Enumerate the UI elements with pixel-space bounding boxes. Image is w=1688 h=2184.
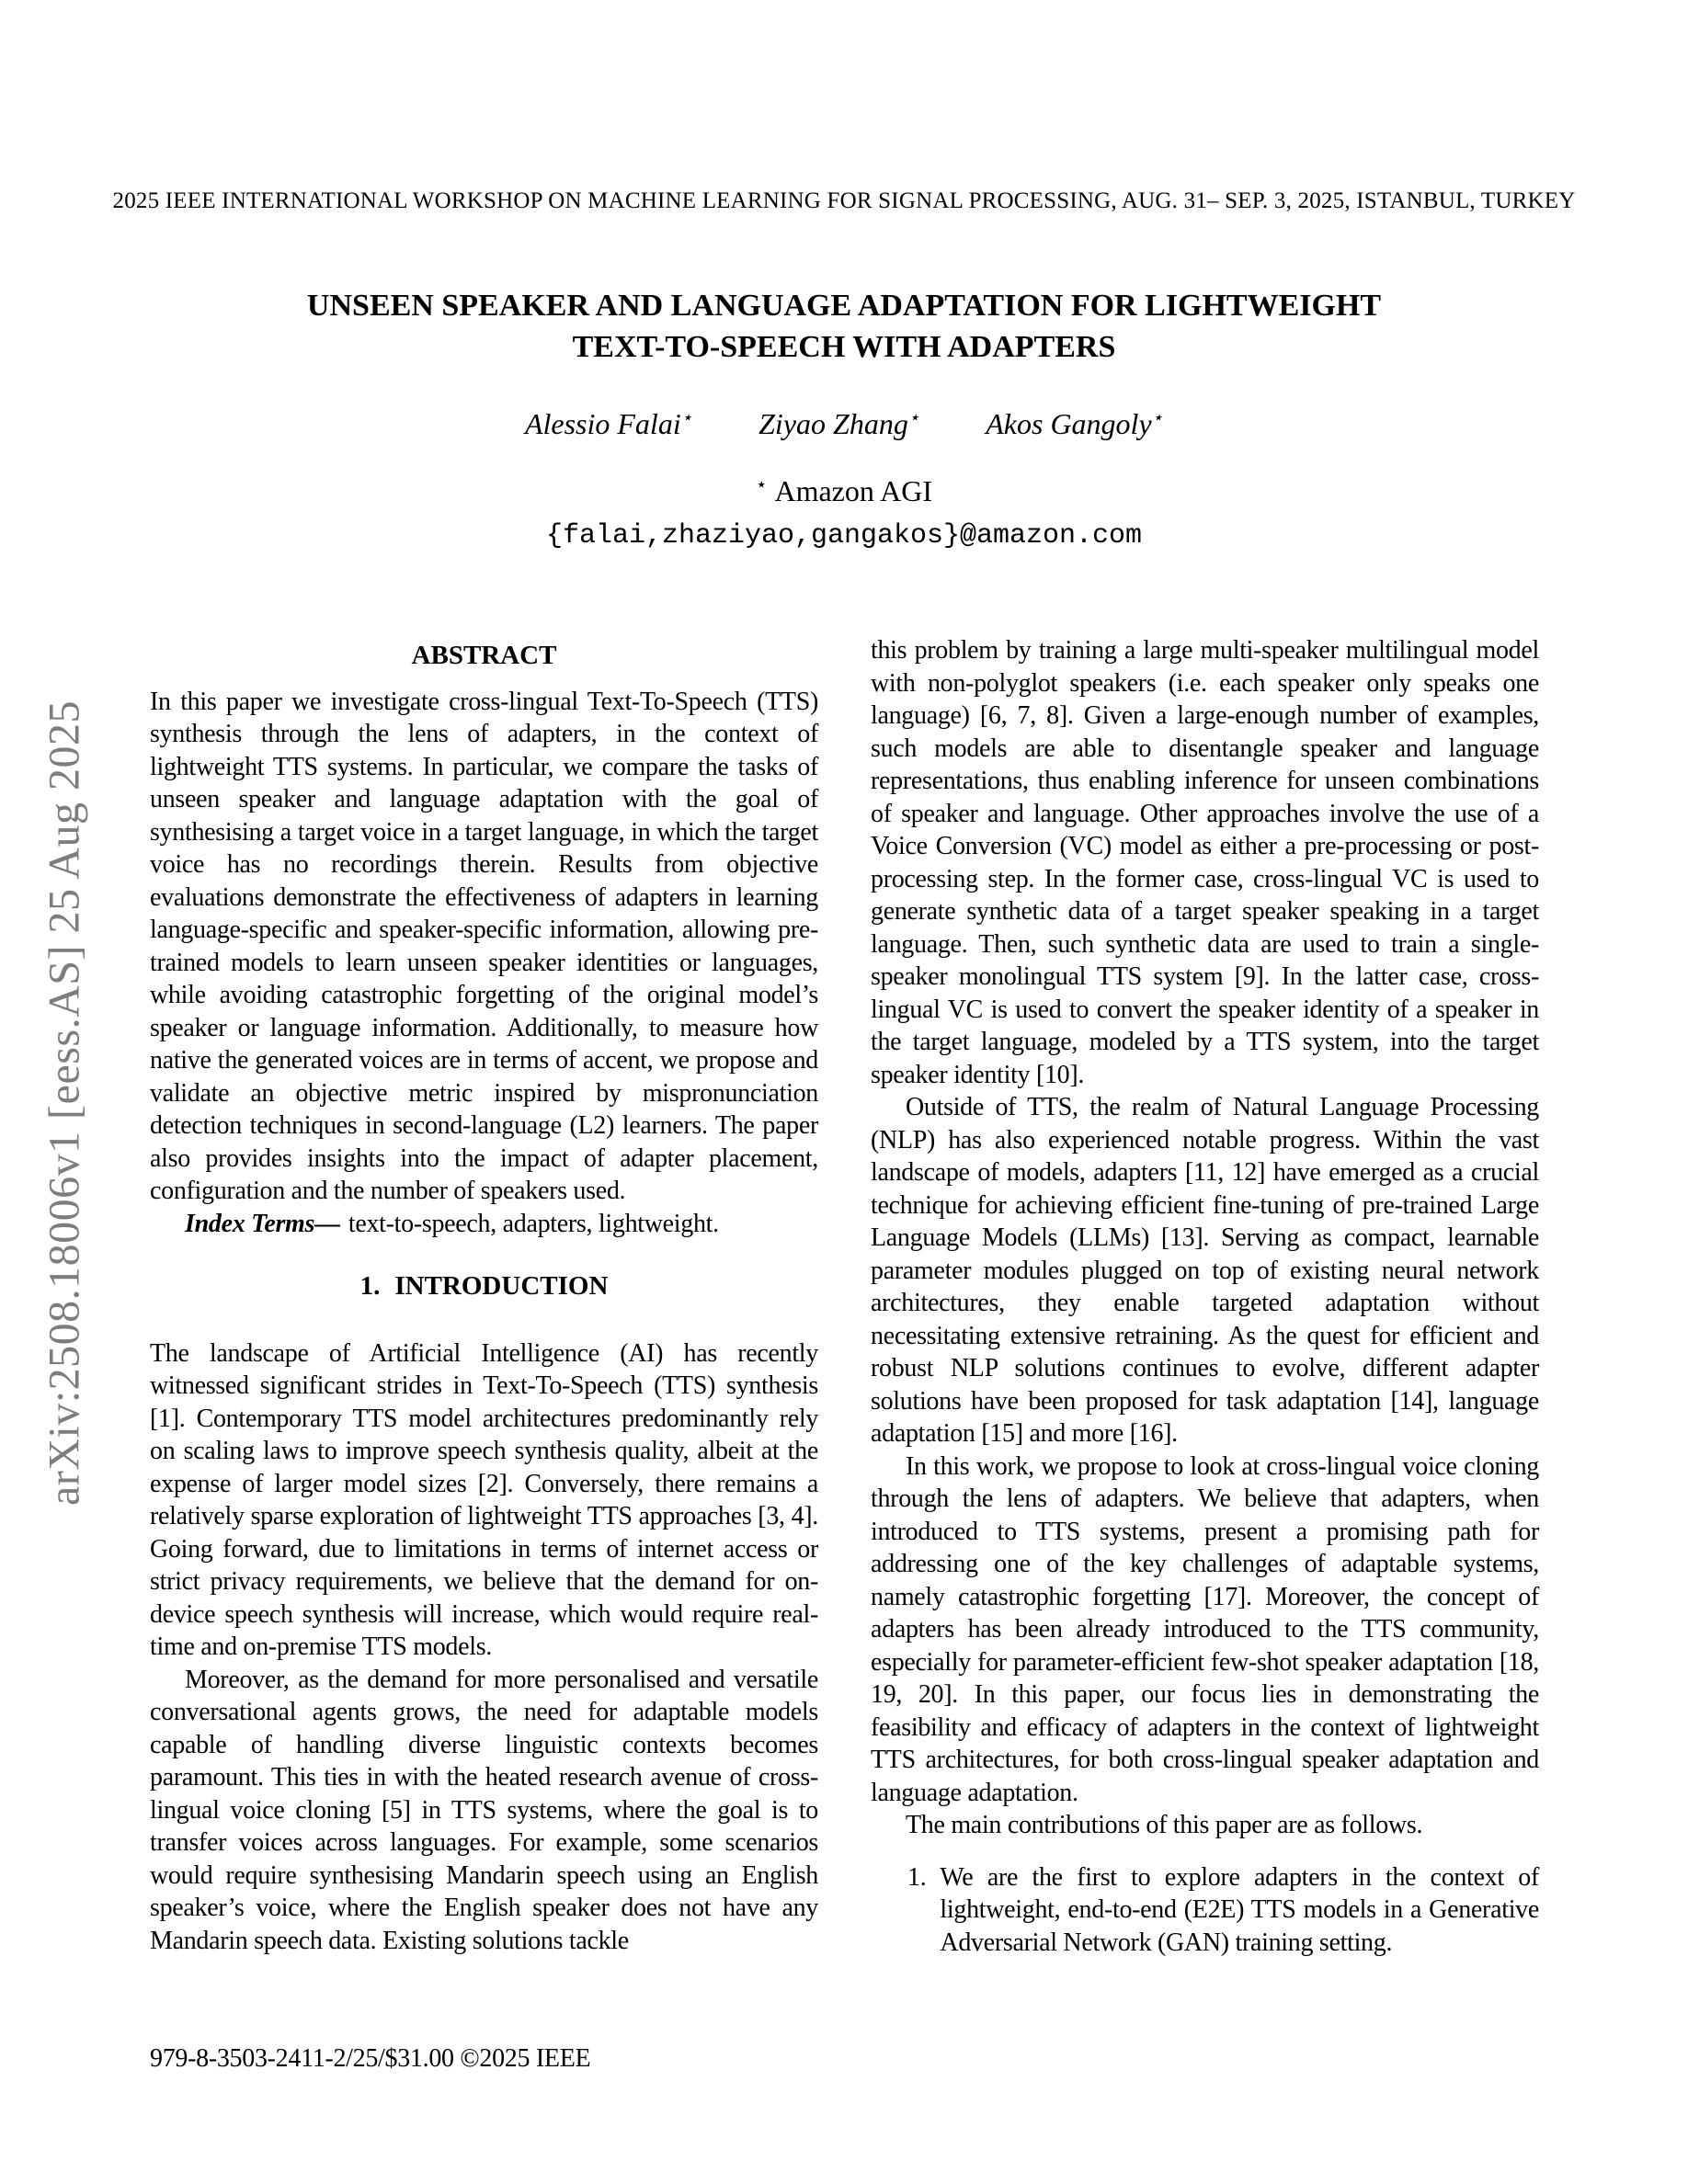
paper-title: UNSEEN SPEAKER AND LANGUAGE ADAPTATION FOR LIGHTWEIGHT TEXT-TO-SPEECH WITH ADAPTERS bbox=[306, 289, 1382, 364]
contributions-intro: The main contributions of this paper are as follows. bbox=[906, 1811, 1423, 1839]
section-heading-introduction bbox=[150, 1270, 818, 1303]
list-item-text: We are the first to explore adapters in the context of lightweight, end-to-end (E2E) TTS models in a Generative Adversarial Network (GAN) training setting. bbox=[940, 1862, 1539, 1957]
author-affiliation-mark: ⋆ bbox=[1151, 407, 1164, 428]
author-emails: {falai,zhaziyao,gangakos}@amazon.com bbox=[545, 520, 1143, 552]
author bbox=[525, 407, 692, 441]
copyright-footer: 979-8-3503-2411-2/25/$31.00 ©2025 IEEE bbox=[150, 2044, 591, 2073]
author-affiliation-mark: ⋆ bbox=[907, 407, 920, 428]
affiliation-name: Amazon AGI bbox=[774, 474, 932, 507]
left-column bbox=[150, 634, 818, 1957]
intro-paragraph-1: The landscape of Artificial Intelligence (AI) has recently witnessed significant strides in Text-To-Speech (TTS) synthesis [1]. Contemporary TTS model architectures predominantly rely on scaling laws to improve speech synthesis quality, albeit at the expense of larger model sizes [2]. Conversely, there remains a relatively sparse exploration of lightweight TTS approaches [3, 4]. Going forward, due to limitations in terms of internet access or strict privacy requirements, we believe that the demand for on-device speech synthesis will increase, which would require real-time and on-premise TTS models. bbox=[150, 1338, 818, 1661]
intro-paragraph-2: Moreover, as the demand for more personalised and versatile conversational agents grows, the need for adaptable models capable of handling diverse linguistic contexts becomes paramount. This ties in with the heated research avenue of cross-lingual voice cloning [5] in TTS systems, where the goal is to transfer voices across languages. For example, some scenarios would require synthesising Mandarin speech using an English speaker’s voice, where the English speaker does not have any Mandarin speech data. Existing solutions tackle bbox=[150, 1665, 818, 1955]
conference-header: 2025 IEEE INTERNATIONAL WORKSHOP ON MACHINE LEARNING FOR SIGNAL PROCESSING, AUG. 31– SEP. 3, 2025, ISTANBUL, TURKEY bbox=[112, 188, 1576, 213]
index-terms-list: text-to-speech, adapters, lightweight. bbox=[348, 1209, 719, 1238]
list-item-number: 1. bbox=[907, 1862, 927, 1892]
author-affiliation-mark: ⋆ bbox=[680, 407, 693, 428]
index-terms-label: Index Terms— bbox=[185, 1209, 340, 1238]
intro-paragraph-3: Outside of TTS, the realm of Natural Language Processing (NLP) has also experienced notable progress. Within the vast landscape of models, adapters [11, 12] have emerged as a crucial technique for achieving efficient fine-tuning of pre-trained Large Language Models (LLMs) [13]. Serving as compact, learnable parameter modules plugged on top of existing neural network architectures, they enable targeted adaptation without necessitating extensive retraining. As the quest for efficient and robust NLP solutions continues to evolve, different adapter solutions have been proposed for task adaptation [14], language adaptation [15] and more [16]. bbox=[871, 1093, 1539, 1448]
author-name: Akos Gangoly bbox=[986, 407, 1152, 440]
index-terms bbox=[150, 1208, 818, 1241]
author bbox=[758, 407, 919, 441]
affiliation-mark: ⋆ bbox=[756, 474, 768, 495]
abstract-text: In this paper we investigate cross-lingual Text-To-Speech (TTS) synthesis through the lens of adapters, in the context of lightweight TTS systems. In particular, we compare the tasks of unseen speaker and language adaptation with the goal of synthesising a target voice in a target language, in which the target voice has no recordings therein. Results from objective evaluations demonstrate the effectiveness of adapters in learning language-specific and speaker-specific information, allowing pre-trained models to learn unseen speaker identities or languages, while avoiding catastrophic forgetting of the original model’s speaker or language information. Additionally, to measure how native the generated voices are in terms of accent, we propose and validate an objective metric inspired by mispronunciation detection techniques in second-language (L2) learners. The paper also provides insights into the impact of adapter placement, configuration and the number of speakers used. bbox=[150, 687, 818, 1205]
intro-paragraph-2-continued: this problem by training a large multi-speaker multilingual model with non-polyglot speakers (i.e. each speaker only speaks one language) [6, 7, 8]. Given a large-enough number of examples, such models are able to disentangle speaker and language representations, thus enabling inference for unseen combinations of speaker and language. Other approaches involve the use of a Voice Conversion (VC) model as either a pre-processing or post-processing step. In the former case, cross-lingual VC is used to generate synthetic data of a target speaker speaking in a target language. Then, such synthetic data are used to train a single-speaker monolingual TTS system [9]. In the latter case, cross-lingual VC is used to convert the speaker identity of a speaker in the target language, modeled by a TTS system, into the target speaker identity [10]. bbox=[871, 636, 1539, 1089]
affiliation bbox=[0, 474, 1688, 508]
author-list bbox=[0, 407, 1688, 441]
author bbox=[986, 407, 1163, 441]
section-title: INTRODUCTION bbox=[394, 1271, 609, 1301]
intro-paragraph-4: In this work, we propose to look at cross-lingual voice cloning through the lens of adapters. We believe that adapters, when introduced to TTS systems, present a promising path for addressing one of the key challenges of adaptable systems, namely catastrophic forgetting [17]. Moreover, the concept of adapters has been already introduced to the TTS community, especially for parameter-efficient few-shot speaker adaptation [18, 19, 20]. In this paper, our focus lies in demonstrating the feasibility and efficacy of adapters in the context of lightweight TTS architectures, for both cross-lingual speaker adaptation and language adaptation. bbox=[871, 1451, 1539, 1807]
section-number: 1. bbox=[359, 1271, 381, 1301]
abstract-heading: ABSTRACT bbox=[411, 641, 557, 670]
right-column bbox=[871, 634, 1539, 1959]
contribution-list-item bbox=[871, 1861, 1539, 1960]
author-name: Ziyao Zhang bbox=[758, 407, 908, 440]
author-name: Alessio Falai bbox=[524, 407, 681, 440]
contribution-list bbox=[871, 1861, 1539, 1960]
arxiv-watermark: arXiv:2508.18006v1 [eess.AS] 25 Aug 2025 bbox=[40, 700, 89, 1506]
